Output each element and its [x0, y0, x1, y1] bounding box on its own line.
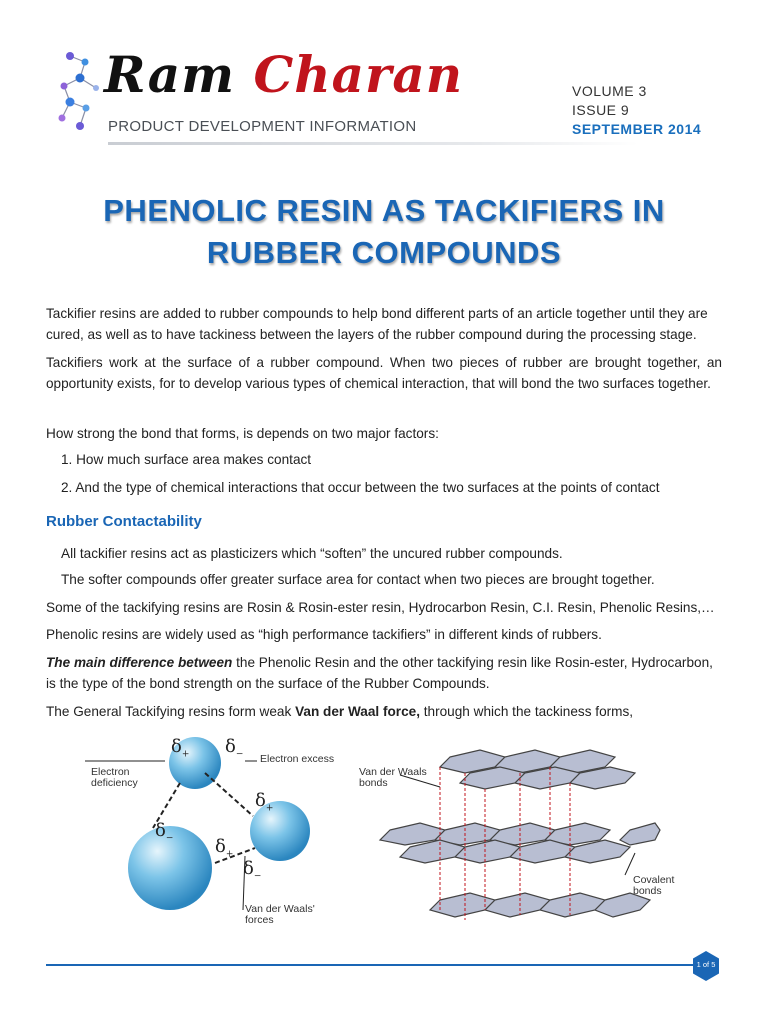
emphasis-text: The main difference between: [46, 655, 233, 670]
brand-second: Charan: [253, 45, 464, 104]
brand-subtitle: PRODUCT DEVELOPMENT INFORMATION: [108, 118, 417, 135]
page-number: 1 of 5: [696, 960, 716, 969]
delta-symbol: $\delta_-$: [243, 858, 262, 882]
delta-symbol: $\delta_+$: [255, 790, 274, 814]
vdw-pre: The General Tackifying resins form weak: [46, 704, 296, 719]
vdw-bold: Van der Waal force,: [295, 704, 420, 719]
delta-symbol: $\delta_+$: [171, 736, 190, 760]
covalent-pointer: [625, 853, 635, 875]
label-vdw-forces: Van der Waals' forces: [245, 903, 315, 926]
vdw-post: through which the tackiness forms,: [419, 704, 634, 719]
paragraph-phenolic: Phenolic resins are widely used as “high performance tackifiers” in different kinds of rubbers.: [46, 627, 602, 642]
brand-name: [104, 45, 464, 104]
paragraph-factors: How strong the bond that forms, is depends on two major factors:: [46, 426, 439, 441]
figure-layered-bonds: [355, 735, 675, 940]
paragraph-main-difference: [46, 652, 722, 694]
list-item: 2. And the type of chemical interactions that occur between the two surfaces at the points of contact: [61, 480, 660, 495]
top-layer: [440, 750, 635, 789]
paragraph-resin-types: Some of the tackifying resins are Rosin & Rosin-ester resin, Hydrocarbon Resin, C.I. Resin, Phenolic Resins,…: [46, 600, 715, 615]
label-electron-deficiency: Electron deficiency: [91, 766, 138, 789]
brand-first: Ram: [104, 45, 236, 104]
volume-label: VOLUME 3: [572, 83, 647, 99]
title-line-1: PHENOLIC RESIN AS TACKIFIERS IN: [103, 193, 665, 228]
figure-vdw-molecules: [85, 728, 355, 933]
issue-date: SEPTEMBER 2014: [572, 121, 702, 137]
delta-symbol: $\delta_-$: [155, 820, 174, 844]
delta-symbol: $\delta_-$: [225, 736, 244, 760]
paragraph-softer: The softer compounds offer greater surface area for contact when two pieces are brought together.: [61, 572, 655, 587]
paragraph-plasticizers: All tackifier resins act as plasticizers which “soften” the uncured rubber compounds.: [61, 546, 563, 561]
issue-info: [572, 82, 701, 139]
difference-text: the Phenolic Resin and the other tackifying resin like Rosin-ester, Hydrocarbon, is the type of the bond strength on the surface of the Rubber Compounds.: [46, 655, 713, 691]
label-electron-excess: Electron excess: [260, 753, 335, 765]
bottom-layer: [430, 893, 650, 917]
delta-symbol: $\delta_+$: [215, 836, 234, 860]
issue-label: ISSUE 9: [572, 102, 630, 118]
title-line-2: RUBBER COMPOUNDS: [206, 235, 562, 270]
section-heading: Rubber Contactability: [46, 513, 202, 530]
header-divider: [108, 142, 638, 145]
paragraph-intro: Tackifier resins are added to rubber compounds to help bond different parts of an article together until they are cured, as well as to have tackiness between the layers of the rubber compound during the processing stage.: [46, 306, 708, 342]
label-vdw-bonds: Van der Waals bonds: [359, 766, 427, 789]
list-item: 1. How much surface area makes contact: [61, 452, 312, 467]
paragraph-van-der-waal: [46, 701, 722, 722]
label-covalent-bonds: Covalent bonds: [633, 874, 675, 897]
page-title: [40, 190, 728, 274]
paragraph-surface: Tackifiers work at the surface of a rubber compound. When two pieces of rubber are brought together, an opportunity exists, for to develop various types of chemical interaction, that will bond the two surfaces together.: [46, 355, 722, 391]
footer-divider: [46, 964, 694, 966]
